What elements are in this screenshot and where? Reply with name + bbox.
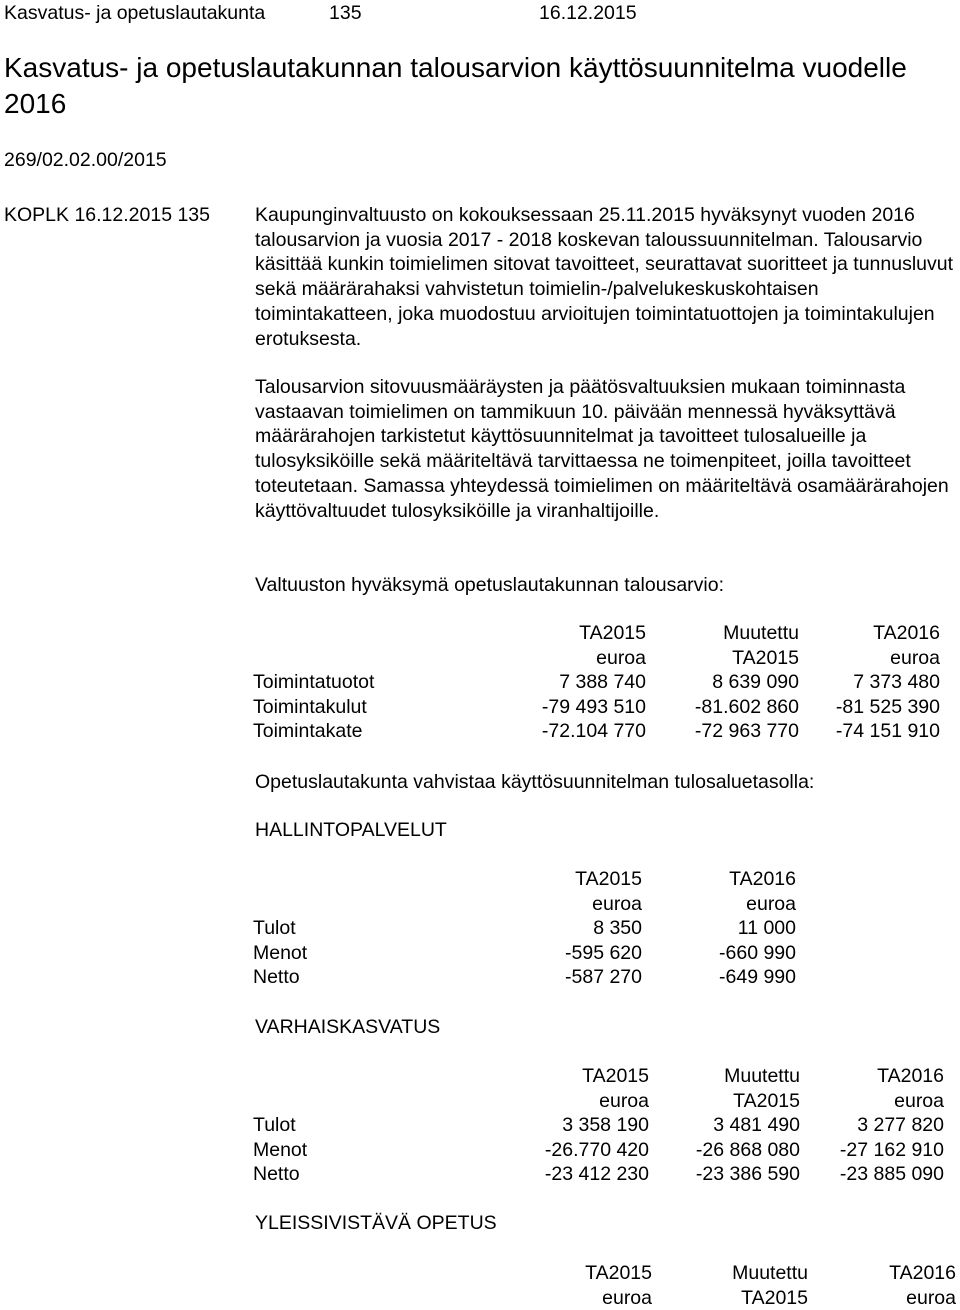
budget-heading: Valtuuston hyväksymä opetuslautakunnan talousarvio: (255, 574, 725, 596)
table-cell: Muutettu (724, 1065, 800, 1087)
table-cell: -595 620 (565, 941, 642, 964)
table-cell: euroa (890, 646, 940, 669)
table-cell: Toimintatuotot (253, 671, 375, 694)
table-cell: TA2015 (582, 1065, 649, 1087)
table-cell (253, 621, 443, 646)
table-cell: -26.770 420 (544, 1138, 649, 1161)
table-cell: -26 868 080 (695, 1138, 800, 1161)
table-cell: TA2015 (579, 622, 646, 644)
table-cell: 7 388 740 (559, 671, 646, 694)
item-number: 135 (329, 2, 362, 24)
confirm-heading: Opetuslautakunta vahvistaa käyttösuunnitelman tulosaluetasolla: (255, 771, 815, 793)
table-cell: -74 151 910 (835, 720, 940, 743)
table-row (253, 916, 796, 941)
table-cell: -23 412 230 (544, 1163, 649, 1186)
table-cell: -660 990 (719, 941, 796, 964)
table-cell: TA2015 (732, 646, 799, 669)
table-header-row (253, 1261, 956, 1286)
table-cell: TA2016 (729, 868, 796, 890)
table-cell (253, 1261, 443, 1286)
table-cell: Muutettu (732, 1262, 808, 1284)
table-cell: 7 373 480 (853, 671, 940, 694)
table-cell: euroa (599, 1089, 649, 1112)
table-cell: euroa (746, 892, 796, 915)
table-cell: -649 990 (719, 966, 796, 989)
paragraph-2 (255, 375, 960, 523)
table-row (253, 941, 796, 966)
table-row (253, 1162, 944, 1187)
table-cell: 11 000 (737, 917, 796, 940)
table-cell: Netto (253, 966, 300, 989)
table-cell (253, 646, 443, 671)
table-cell: Menot (253, 941, 308, 964)
table-cell: -81.602 860 (694, 695, 799, 718)
table-header-row (253, 892, 796, 917)
paragraph-2-text: Talousarvion sitovuusmääräysten ja päätösvaltuuksien mukaan toiminnasta vastaavan toimielimen on tammikuun 10. päivään mennessä hyväksyttävä määrärahojen tarkistetut käyttösuunnitelmat ja tavoitteet tulosalueille ja tulosyksiköille sekä määriteltävä tarvittaessa ne toimenpiteet, joilla tavoitteet toteutetaan. Samassa yhteydessä toimielimen on määriteltävä osamäärärahojen käyttövaltuudet tulosyksiköille ja viranhaltijoille. (255, 376, 949, 522)
budget-table (253, 621, 940, 744)
table-header-row (253, 867, 796, 892)
table-cell: euroa (894, 1089, 944, 1112)
paragraph-1 (255, 203, 960, 351)
table-cell: 3 277 820 (857, 1114, 944, 1137)
table-cell: euroa (596, 646, 646, 669)
varhais-table (253, 1064, 944, 1187)
document-title: Kasvatus- ja opetuslautakunnan talousarvion käyttösuunnitelma vuodelle 2016 (4, 52, 907, 119)
table-cell: -72.104 770 (541, 720, 646, 743)
table-cell: euroa (602, 1286, 652, 1309)
table-cell: 3 481 490 (713, 1114, 800, 1137)
table-row (253, 965, 796, 990)
table-cell: -23 885 090 (839, 1163, 944, 1186)
reference-number: 269/02.02.00/2015 (4, 149, 167, 171)
table-cell: -72 963 770 (694, 720, 799, 743)
table-row (253, 1113, 944, 1138)
table-cell: TA2015 (733, 1089, 800, 1112)
table-cell: Tulot (253, 1114, 296, 1137)
paragraph-1-text: Kaupunginvaltuusto on kokouksessaan 25.11.2015 hyväksynyt vuoden 2016 talousarvion ja vuosia 2017 - 2018 koskevan taloussuunnitelman. Talousarvio käsittää kunkin toimielimen sitovat tavoitteet, seurattavat suoritteet ja tunnusluvut sekä määrärahaksi vahvistetun toimielin-/palvelukeskuskohtaisen toimintakatteen, joka muodostuu arvioitujen toimintatuottojen ja toimintakulujen erotuksesta. (255, 204, 954, 350)
table-cell: TA2016 (889, 1262, 956, 1284)
table-cell: 8 350 (593, 917, 642, 940)
table-cell: 8 639 090 (712, 671, 799, 694)
hallinto-heading: HALLINTOPALVELUT (255, 819, 447, 841)
table-cell: Toimintakate (253, 720, 363, 743)
meeting-date: 16.12.2015 (539, 2, 637, 24)
varhais-heading: VARHAISKASVATUS (255, 1016, 441, 1038)
table-cell (253, 1286, 443, 1310)
table-header-row (253, 646, 940, 671)
table-cell: Menot (253, 1138, 308, 1161)
table-cell: euroa (592, 892, 642, 915)
table-cell: TA2016 (873, 622, 940, 644)
table-cell: TA2015 (741, 1286, 808, 1309)
table-row (253, 670, 940, 695)
table-cell: 3 358 190 (562, 1114, 649, 1137)
hallinto-table (253, 867, 796, 990)
yleis-table (253, 1261, 956, 1310)
table-cell (253, 867, 443, 892)
table-row (253, 1138, 944, 1163)
table-cell: -79 493 510 (541, 695, 646, 718)
table-cell (253, 1064, 443, 1089)
table-cell: -587 270 (565, 966, 642, 989)
table-cell (253, 1089, 443, 1114)
table-row (253, 719, 940, 744)
table-cell: Toimintakulut (253, 695, 367, 718)
table-cell (253, 892, 443, 917)
table-row (253, 695, 940, 720)
table-cell: TA2015 (575, 868, 642, 890)
table-cell: Netto (253, 1163, 300, 1186)
table-header-row (253, 1286, 956, 1310)
table-cell: TA2016 (877, 1065, 944, 1087)
table-header-row (253, 1064, 944, 1089)
table-cell: Muutettu (723, 622, 799, 644)
table-cell: -27 162 910 (839, 1138, 944, 1161)
committee-name: Kasvatus- ja opetuslautakunta (4, 2, 266, 24)
table-cell: euroa (906, 1286, 956, 1309)
table-cell: -23 386 590 (695, 1163, 800, 1186)
table-cell: -81 525 390 (835, 695, 940, 718)
table-header-row (253, 1089, 944, 1114)
yleis-heading: YLEISSIVISTÄVÄ OPETUS (255, 1212, 497, 1234)
table-header-row (253, 621, 940, 646)
table-cell: Tulot (253, 917, 296, 940)
meeting-label: KOPLK 16.12.2015 135 (4, 204, 210, 226)
table-cell: TA2015 (585, 1262, 652, 1284)
